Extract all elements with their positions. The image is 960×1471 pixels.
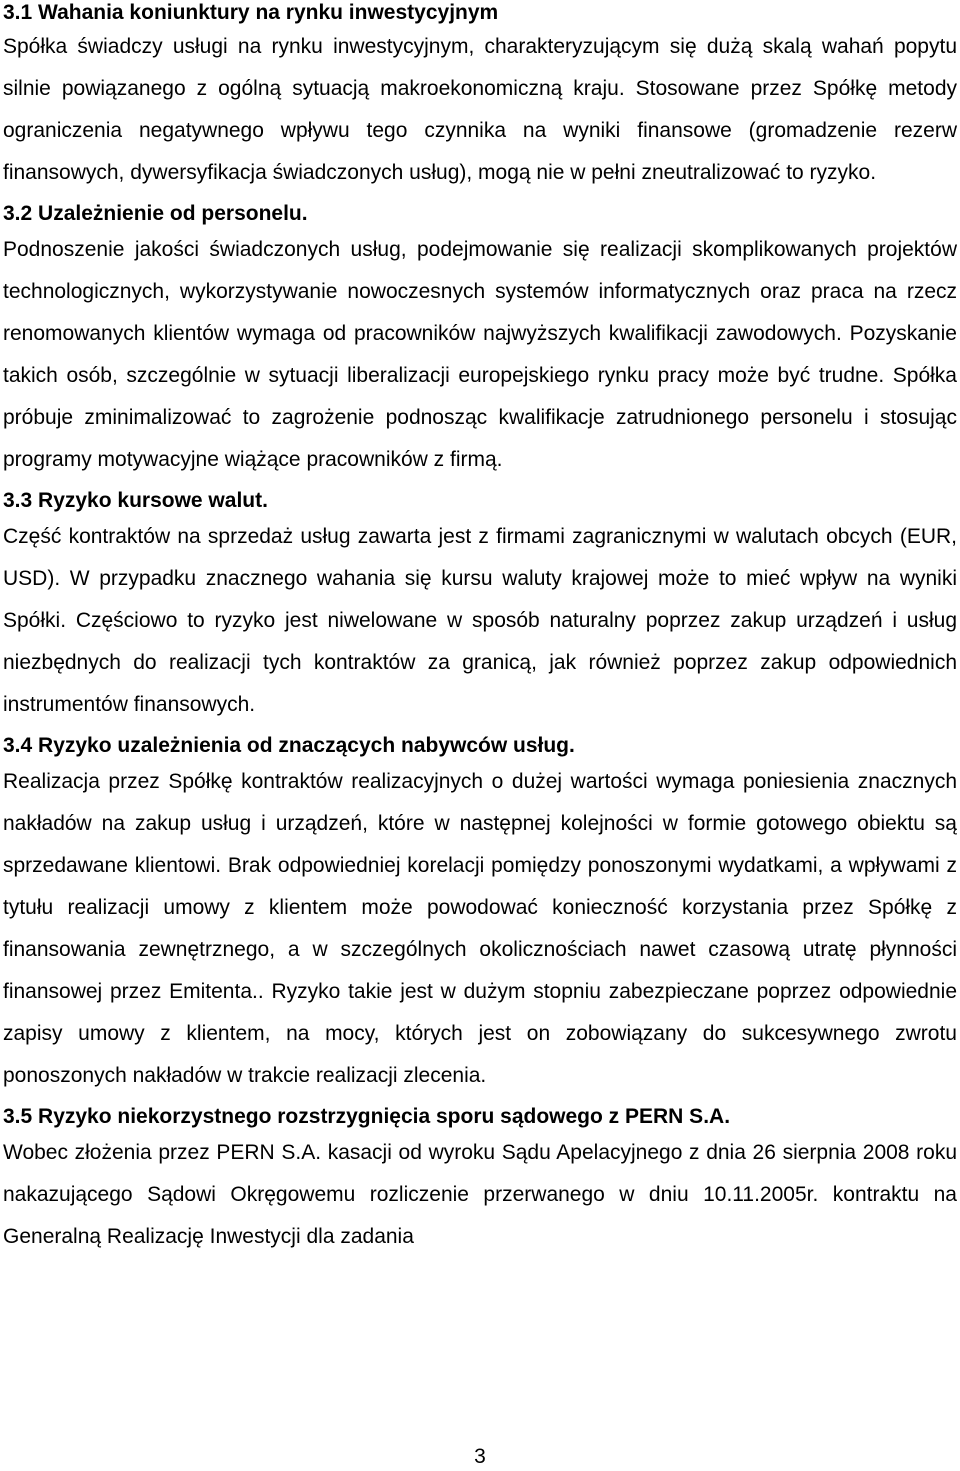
section-heading: 3.5 Ryzyko niekorzystnego rozstrzygnięcia sporu sądowego z PERN S.A.	[3, 1105, 731, 1128]
section-heading: 3.1 Wahania koniunktury na rynku inwestycyjnym	[3, 1, 499, 24]
section-paragraph: Podnoszenie jakości świadczonych usług, podejmowanie się realizacji skomplikowanych projektów technologicznych, wykorzystywanie nowoczesnych systemów informatycznych oraz praca na rzecz renomowanych klientów wymaga od pracowników najwyższych kwalifikacji zawodowych. Pozyskanie takich osób, szczególnie w sytuacji liberalizacji europejskiego rynku pracy może być trudne. Spółka próbuje zminimalizować to zagrożenie podnosząc kwalifikacje zatrudnionego personelu i stosując programy motywacyjne wiążące pracowników z firmą.	[3, 238, 957, 471]
section-paragraph: Spółka świadczy usługi na rynku inwestycyjnym, charakteryzującym się dużą skalą wahań popytu silnie powiązanego z ogólną sytuacją makroekonomiczną kraju. Stosowane przez Spółkę metody ograniczenia negatywnego wpływu tego czynnika na wyniki finansowe (gromadzenie rezerw finansowych, dywersyfikacja świadczonych usług), mogą nie w pełni zneutralizować to ryzyko.	[3, 35, 957, 184]
section-heading: 3.4 Ryzyko uzależnienia od znaczących nabywców usług.	[3, 734, 575, 757]
section-3-5	[3, 1104, 957, 1258]
section-heading: 3.3 Ryzyko kursowe walut.	[3, 489, 268, 512]
document-page	[3, 0, 957, 1258]
section-paragraph: Część kontraktów na sprzedaż usług zawarta jest z firmami zagranicznymi w walutach obcych (EUR, USD). W przypadku znacznego wahania się kursu waluty krajowej może to mieć wpływ na wyniki Spółki. Częściowo to ryzyko jest niwelowane w sposób naturalny poprzez zakup urządzeń i usług niezbędnych do realizacji tych kontraktów za granicą, jak również poprzez zakup odpowiednich instrumentów finansowych.	[3, 525, 957, 716]
section-3-4	[3, 733, 957, 1097]
section-paragraph: Realizacja przez Spółkę kontraktów realizacyjnych o dużej wartości wymaga poniesienia znacznych nakładów na zakup usług i urządzeń, które w następnej kolejności w formie gotowego obiektu są sprzedawane klientowi. Brak odpowiedniej korelacji pomiędzy ponoszonymi wydatkami, a wpływami z tytułu realizacji umowy z klientem może powodować konieczność korzystania przez Spółkę z finansowania zewnętrznego, a w szczególnych okolicznościach nawet czasową utratę płynności finansowej przez Emitenta.. Ryzyko takie jest w dużym stopniu zabezpieczane poprzez odpowiednie zapisy umowy z klientem, na mocy, których jest on zobowiązany do sukcesywnego zwrotu ponoszonych nakładów w trakcie realizacji zlecenia.	[3, 770, 957, 1087]
section-3-1	[3, 0, 957, 194]
section-heading: 3.2 Uzależnienie od personelu.	[3, 202, 308, 225]
page-number: 3	[474, 1445, 486, 1468]
section-3-2	[3, 201, 957, 481]
section-3-3	[3, 488, 957, 726]
section-paragraph: Wobec złożenia przez PERN S.A. kasacji od wyroku Sądu Apelacyjnego z dnia 26 sierpnia 2008 roku nakazującego Sądowi Okręgowemu rozliczenie przerwanego w dniu 10.11.2005r. kontraktu na Generalną Realizację Inwestycji dla zadania	[3, 1141, 957, 1248]
